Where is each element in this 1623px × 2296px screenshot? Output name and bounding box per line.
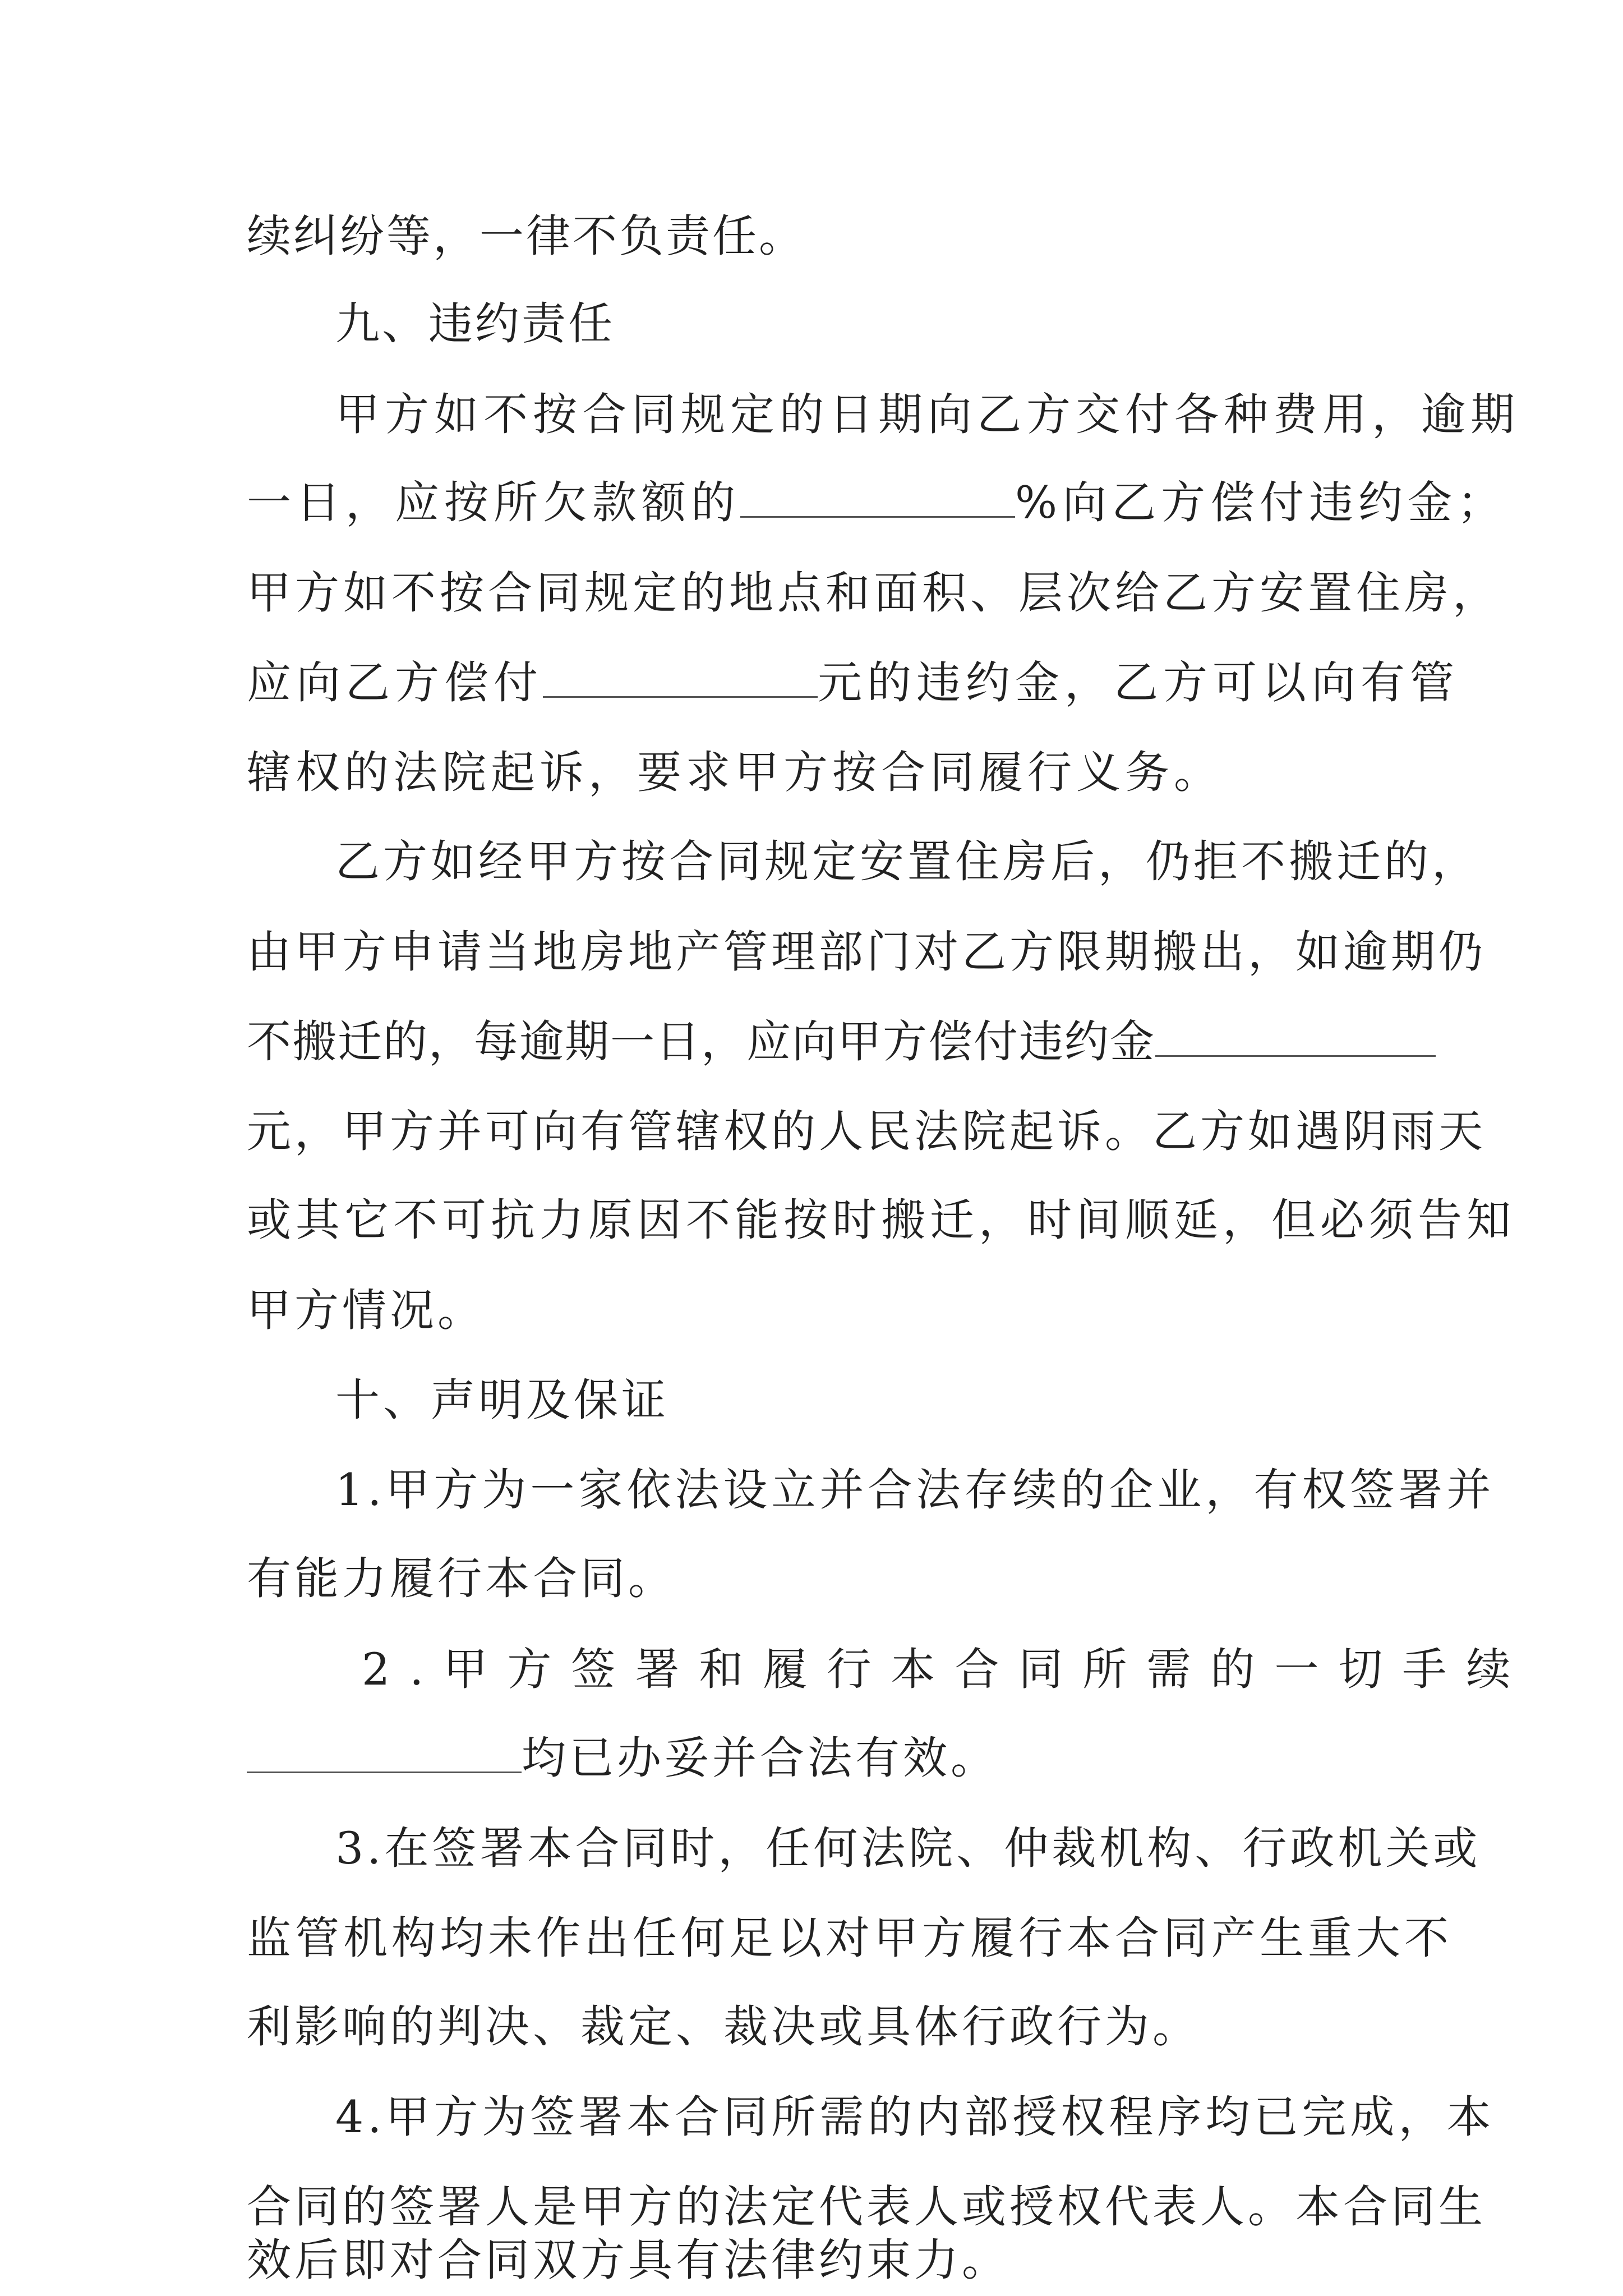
section-9-heading: 九、违约责任 <box>335 298 615 349</box>
section-8-tail-line: 续纠纷等，一律不负责任。 <box>247 210 805 262</box>
section-10-heading: 十、声明及保证 <box>335 1374 669 1426</box>
procedures-blank[interactable] <box>247 1738 522 1773</box>
sec10-item-2-line-2 <box>247 1732 998 1787</box>
sec9-p1-line-3: 甲方如不按合同规定的地点和面积、层次给乙方安置住房， <box>247 567 1501 619</box>
sec9-p1-line-1: 甲方如不按合同规定的日期向乙方交付各种费用，逾期 <box>335 389 1520 440</box>
sec10-item-3-line-1: 3.在签署本合同时，任何法院、仲裁机构、行政机关或 <box>335 1823 1481 1874</box>
sec9-p2-line-4: 元，甲方并可向有管辖权的人民法院起诉。乙方如遇阴雨天 <box>247 1106 1486 1157</box>
sec9-p2-line-1: 乙方如经甲方按合同规定安置住房后，仍拒不搬迁的， <box>335 836 1479 887</box>
sec9-p1-line-4 <box>247 657 1459 711</box>
sec9-p1-line-2 <box>247 477 1507 531</box>
daily-penalty-blank[interactable] <box>1155 1022 1436 1057</box>
sec10-item-3-line-3: 利影响的判决、裁定、裁决或具体行政行为。 <box>247 2001 1200 2053</box>
sec9-p1-line-4-text-a: 应向乙方偿付 <box>247 657 543 708</box>
sec10-item-2-line-1: 2.甲方签署和履行本合同所需的一切手续 <box>362 1644 1530 1695</box>
sec9-p2-line-5: 或其它不可抗力原因不能按时搬迁，时间顺延，但必须告知 <box>247 1194 1515 1246</box>
sec9-p1-line-4-text-b: 元的违约金，乙方可以向有管 <box>818 657 1459 708</box>
sec10-item-3-line-2: 监管机构均未作出任何足以对甲方履行本合同产生重大不 <box>247 1912 1453 1964</box>
sec10-item-4-line-2: 合同的签署人是甲方的法定代表人或授权代表人。本合同生 <box>247 2181 1486 2233</box>
sec10-item-4-line-1: 4.甲方为签署本合同所需的内部授权程序均已完成，本 <box>335 2091 1495 2143</box>
sec10-item-1-line-2: 有能力履行本合同。 <box>247 1553 676 1604</box>
sec9-p1-line-2-text-b: %向乙方偿付违约金； <box>1015 477 1507 528</box>
penalty-rate-blank[interactable] <box>740 482 1015 518</box>
sec10-item-2-line-2-text: 均已办妥并合法有效。 <box>522 1732 998 1784</box>
sec10-item-1-line-1: 1.甲方为一家依法设立并合法存续的企业，有权签署并 <box>335 1464 1495 1516</box>
sec9-p2-line-3-text: 不搬迁的，每逾期一日，应向甲方偿付违约金 <box>247 1016 1155 1068</box>
sec10-item-4-line-3: 效后即对合同双方具有法律约束力。 <box>247 2234 1009 2286</box>
penalty-amount-blank[interactable] <box>543 662 818 698</box>
sec9-p1-line-2-text-a: 一日，应按所欠款额的 <box>247 477 740 528</box>
sec9-p2-line-3 <box>247 1016 1436 1070</box>
sec9-p1-line-5: 辖权的法院起诉，要求甲方按合同履行义务。 <box>247 747 1223 798</box>
sec9-p2-line-2: 由甲方申请当地房地产管理部门对乙方限期搬出，如逾期仍 <box>247 926 1486 978</box>
sec9-p2-line-6: 甲方情况。 <box>247 1285 485 1336</box>
